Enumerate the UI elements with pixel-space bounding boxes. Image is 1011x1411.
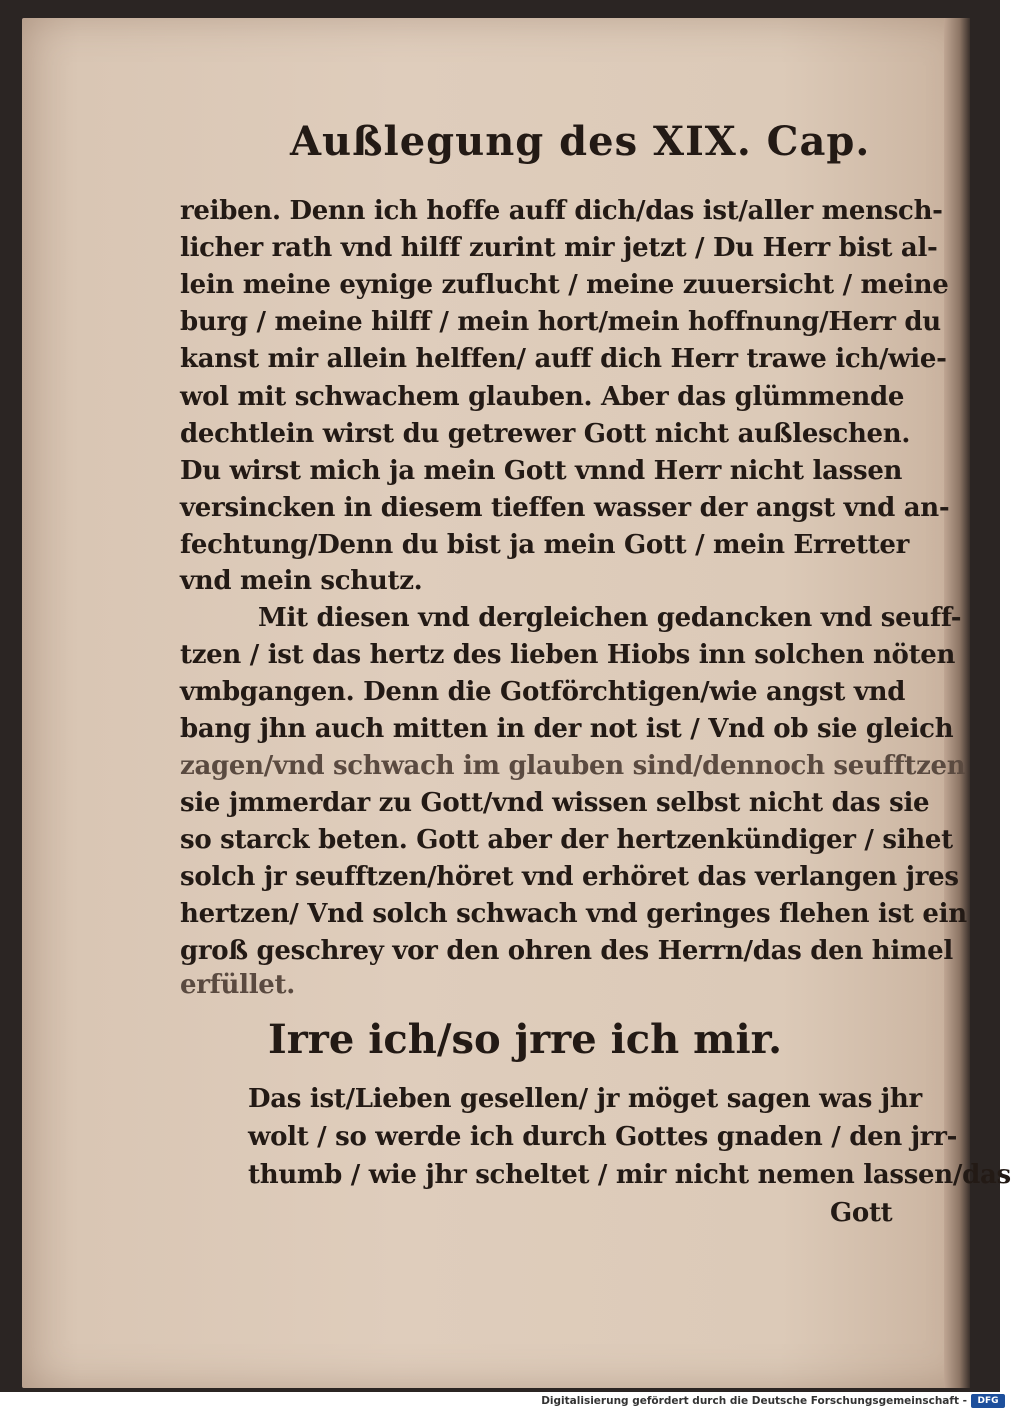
body-line: versincken in diesem tieffen wasser der angst vnd an- — [180, 493, 950, 523]
body-line: groß geschrey vor den ohren des Herrn/das den himel — [180, 936, 953, 966]
section-heading: Irre ich/so jrre ich mir. — [268, 1016, 783, 1063]
body-line: tzen / ist das hertz des lieben Hiobs inn solchen nöten — [180, 640, 956, 670]
body-line: kanst mir allein helffen/ auff dich Herr trawe ich/wie- — [180, 344, 947, 374]
body-line: dechtlein wirst du getrewer Gott nicht außleschen. — [180, 419, 911, 449]
funding-credit: Digitalisierung gefördert durch die Deutsche Forschungsgemeinschaft - — [541, 1395, 967, 1407]
body-line: vnd mein schutz. — [180, 566, 423, 596]
body-line: licher rath vnd hilff zurint mir jetzt / Du Herr bist al- — [180, 233, 938, 263]
body-line: Du wirst mich ja mein Gott vnnd Herr nicht lassen — [180, 456, 903, 486]
body-line: Mit diesen vnd dergleichen gedancken vnd seuff- — [258, 603, 962, 633]
body-line: fechtung/Denn du bist ja mein Gott / mein Erretter — [180, 530, 910, 560]
section-line: Das ist/Lieben gesellen/ jr möget sagen was jhr — [248, 1084, 922, 1114]
body-line: sie jmmerdar zu Gott/vnd wissen selbst nicht das sie — [180, 788, 930, 818]
section-line: thumb / wie jhr scheltet / mir nicht nemen lassen/das — [248, 1160, 1011, 1190]
body-line: reiben. Denn ich hoffe auff dich/das ist/aller mensch- — [180, 196, 943, 226]
body-line: bang jhn auch mitten in der not ist / Vnd ob sie gleich — [180, 714, 954, 744]
body-line: vmbgangen. Denn die Gotförchtigen/wie angst vnd — [180, 677, 906, 707]
body-line: so starck beten. Gott aber der hertzenkündiger / sihet — [180, 825, 953, 855]
catchword: Gott — [830, 1198, 893, 1228]
body-line: erfüllet. — [180, 970, 295, 1000]
body-line: hertzen/ Vnd solch schwach vnd geringes flehen ist ein — [180, 899, 967, 929]
body-line: lein meine eynige zuflucht / meine zuuersicht / meine — [180, 270, 949, 300]
body-line: wol mit schwachem glauben. Aber das glümmende — [180, 382, 905, 412]
body-line: zagen/vnd schwach im glauben sind/dennoch seufftzen — [180, 751, 966, 781]
body-line: burg / meine hilff / mein hort/mein hoffnung/Herr du — [180, 307, 941, 337]
section-line: wolt / so werde ich durch Gottes gnaden / den jrr- — [248, 1122, 958, 1152]
dfg-logo-icon: DFG — [971, 1394, 1005, 1408]
body-line: solch jr seufftzen/höret vnd erhöret das verlangen jres — [180, 862, 959, 892]
running-head: Außlegung des XIX. Cap. — [290, 118, 871, 165]
